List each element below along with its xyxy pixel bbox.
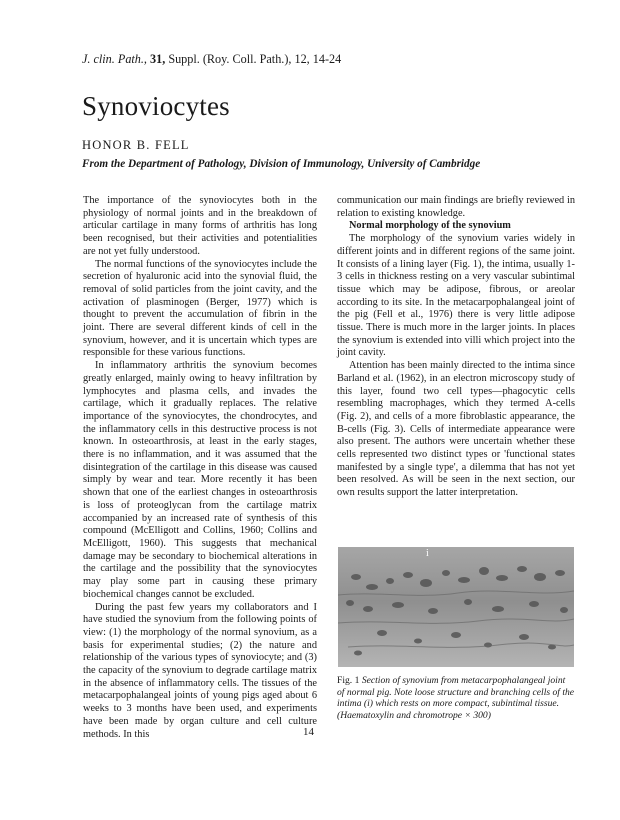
micrograph-image xyxy=(338,547,574,667)
journal-supplement: Suppl. (Roy. Coll. Path.), 12, 14-24 xyxy=(168,52,342,66)
micrograph-figure xyxy=(338,547,574,667)
figure-caption xyxy=(337,675,575,721)
body-paragraph: Attention has been mainly directed to the intima since Barland et al. (1962), in an electron microscopy study of this layer, found two cell types—phagocytic cells resembling macrophages, which they termed A-cells (Fig. 2), and cells of a more fibroblastic appearance, the B-cells (Fig. 3). Cells of intermediate appearance were also present. The authors were uncertain whether these cells represented two distinct types or 'functional states manifested by a single type', a dilemma that has not yet been resolved. As will be seen in the next section, our own results support the latter interpretation. xyxy=(337,360,575,499)
section-heading: Normal morphology of the synovium xyxy=(349,220,511,232)
left-column xyxy=(83,195,317,741)
author-name: HONOR B. FELL xyxy=(82,138,190,152)
author-affiliation: From the Department of Pathology, Division of Immunology, University of Cambridge xyxy=(82,158,481,170)
body-paragraph: During the past few years my collaborators and I have studied the synovium from the following points of view: (1) the morphology of the normal synovium, as a basis for experimental studies; (2) the nature and relationship of the various types of synoviocyte; and (3) the capacity of the synovium to degrade cartilage matrix in the absence of inflammatory cells. The tissues of the metacarpophalangeal joints of young pigs aged about 6 weeks to 3 months have been used, and experiments have been made by organ culture and cell culture methods. In this xyxy=(83,601,317,740)
caption-text: Section of synovium from metacarpophalangeal joint of normal pig. Note loose structure and branching cells of the intima (i) which rests on more compact, subintimal tissue. (Haematoxylin and chromotrope × 300) xyxy=(337,675,575,721)
caption-figure-number: Fig. 1 xyxy=(337,675,360,686)
journal-name: J. clin. Path., xyxy=(82,52,147,66)
body-paragraph-continued: communication our main findings are briefly reviewed in relation to existing knowledge. xyxy=(337,195,575,219)
body-paragraph: The importance of the synoviocytes both in the physiology of normal joints and in the breakdown of articular cartilage in many forms of arthritis has long been recognised, but their activities and potentialities are not yet fully understood. xyxy=(83,195,317,257)
journal-reference xyxy=(82,52,542,67)
body-paragraph: In inflammatory arthritis the synovium becomes greatly enlarged, mainly owing to heavy infiltration by lymphocytes and plasma cells, and invades the cartilage, which it gradually replaces. The relative importance of the synoviocytes, the chondrocytes, and the inflammatory cells in this destructive process is not known. In osteoarthrosis, at least in the early stages, there is no inflammation, and it was assumed that the disintegration of the cartilage in this disease was caused simply by wear and tear. More recently it has been shown that one of the earliest changes in osteoarthrosis is loss of proteoglycan from the cartilage matrix accompanied by an increased rate of synthesis of this compound (McElligott and Collins, 1960; Collins and McElligott, 1960). This suggests that mechanical damage may be secondary to biochemical alterations in the cartilage and the possibility that the synoviocytes may play some part in causing these primary biochemical changes cannot be excluded. xyxy=(83,360,317,600)
right-column xyxy=(337,195,575,500)
figure-label-intima: i xyxy=(426,548,429,559)
body-paragraph: The normal functions of the synoviocytes include the secretion of hyaluronic acid into the synovial fluid, the removal of solid particles from the joint cavity, and the activation of plasminogen (Berger, 1977) which is thought to prevent the accumulation of fibrin in the joint. There are several different kinds of cell in the synovium, however, and it is uncertain which types are responsible for these various functions. xyxy=(83,258,317,359)
page-number: 14 xyxy=(303,726,314,738)
journal-volume: 31, xyxy=(150,52,166,66)
body-paragraph: The morphology of the synovium varies widely in different joints and in different regions of the same joint. It consists of a lining layer (Fig. 1), the intima, usually 1-3 cells in thickness resting on a very vascular subintimal tissue which may be adipose, fibrous, or areolar according to its site. In the metacarpophalangeal joint of the pig (Fell et al., 1976) there is very little adipose tissue. There is much more in the larger joints. In places the synovium is extended into villi which project into the joint cavity. xyxy=(337,233,575,359)
article-title: Synoviocytes xyxy=(82,91,230,121)
